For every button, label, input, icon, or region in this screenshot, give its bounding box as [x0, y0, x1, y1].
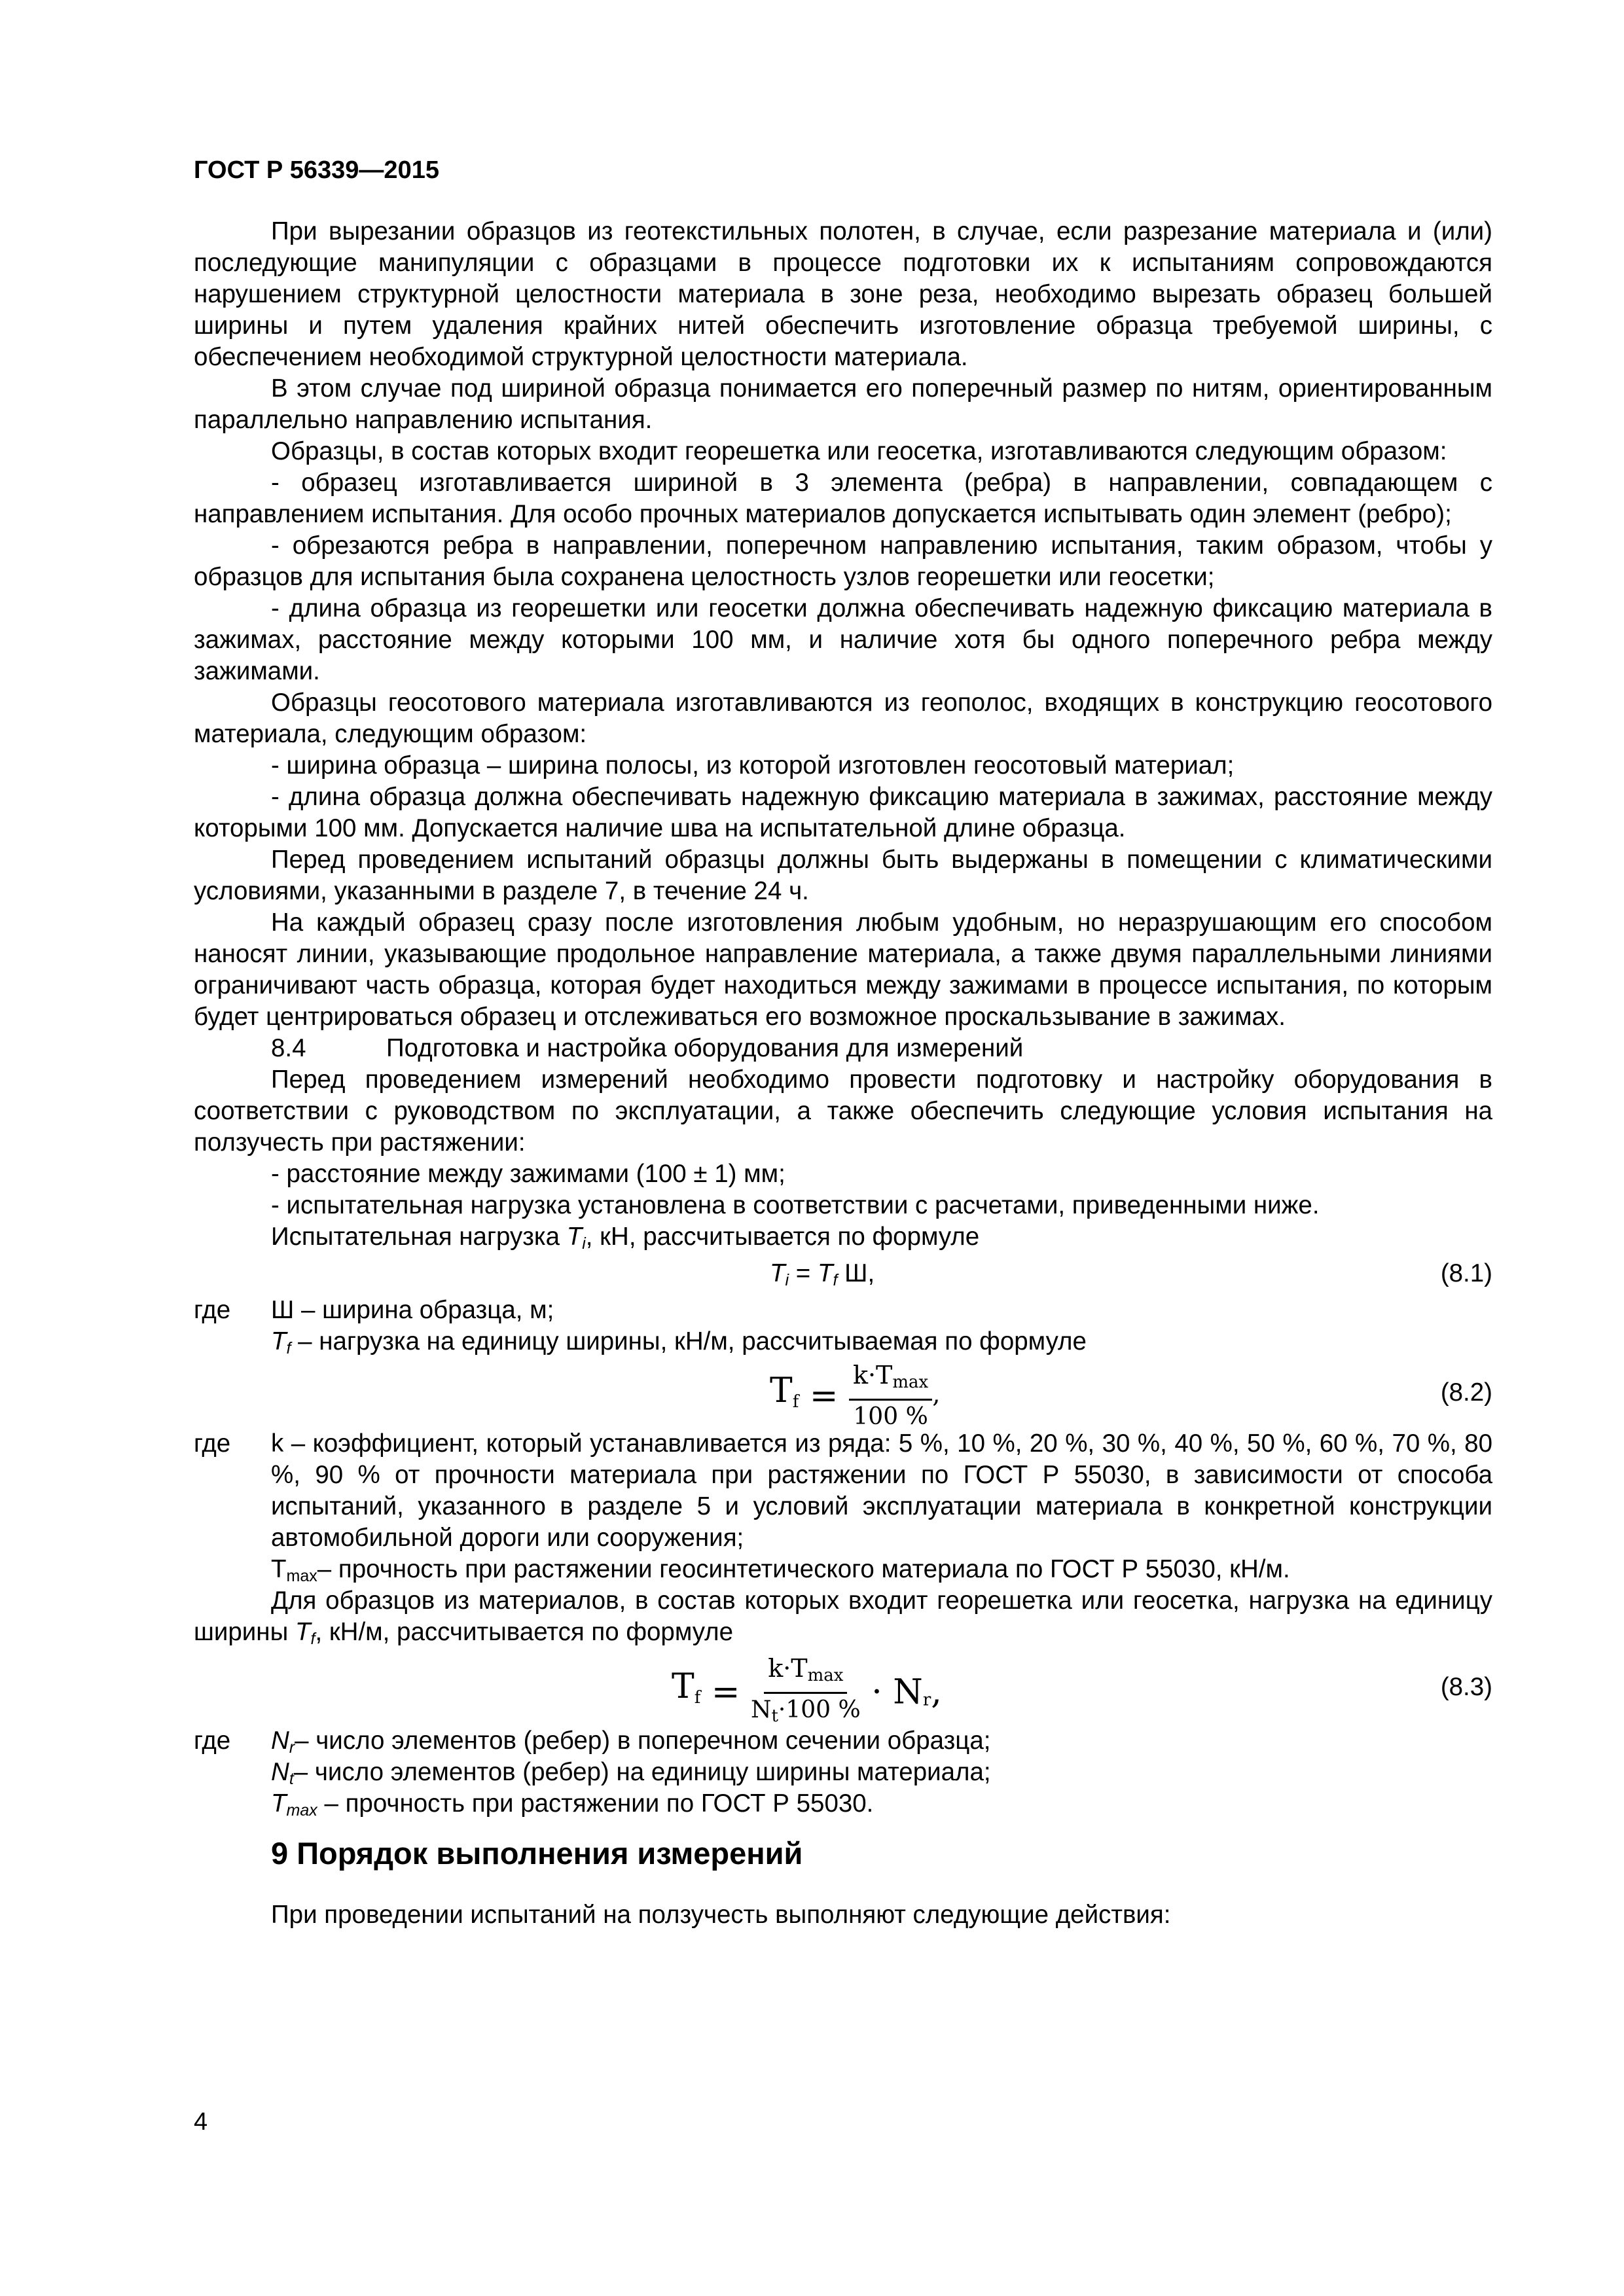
list-item: - длина образца из георешетки или геосетки должна обеспечивать надежную фиксацию материала в зажимах, расстояние между которыми 100 мм, и наличие хотя бы одного поперечного ребра между зажимами.: [194, 594, 1492, 685]
paragraph: Для образцов из материалов, в состав которых входит георешетка или геосетка, нагрузка на единицу ширины $T_f$, кН/м, рассчитывается по формуле: [194, 1587, 1492, 1648]
formula-expression: $T_i = T_f$ Ш,: [770, 1259, 875, 1289]
formula-fraction: $\frac{k\cdot Tmax}{Nt\cdot 100 \%}$: [750, 1654, 861, 1726]
paragraph: При вырезании образцов из геотекстильных полотен, в случае, если разрезание материала и (или) последующие манипуляции с образцами в процессе подготовки их к испытаниям сопровождаются нарушением структурной целостности материала в зоне реза, необходимо вырезать образец большей ширины и путем удаления крайних нитей обеспечить изготовление образца требуемой ширины, с обеспечением необходимой структурной целостности материала.: [194, 217, 1492, 371]
paragraph: Перед проведением измерений необходимо провести подготовку и настройку оборудования в соответствии с руководством по эксплуатации, а также обеспечить следующие условия испытания на ползучесть при растяжении:: [194, 1066, 1492, 1157]
subsection-number: 8.4: [271, 1034, 306, 1062]
page-number: 4: [194, 2108, 208, 2136]
formula-expression: Tf = $\frac{k\cdot Tmax}{100 \%}$ ,: [770, 1360, 940, 1432]
list-item: - обрезаются ребра в направлении, поперечном направлению испытания, таким образом, чтобы у образцов для испытания была сохранена целостность узлов георешетки или геосетки;: [194, 531, 1492, 591]
list-item: - ширина образца – ширина полосы, из которой изготовлен геосотовый материал;: [271, 751, 1235, 780]
formula-number: (8.2): [1440, 1378, 1492, 1407]
formula-expression: Tf = $\frac{k\cdot Tmax}{Nt\cdot 100 \%}$ · $N_r$,: [672, 1653, 942, 1731]
subsection-title: Подготовка и настройка оборудования для измерений: [386, 1034, 1024, 1062]
formula-explanation: где k – коэффициент, который устанавливается из ряда: 5 %, 10 %, 20 %, 30 %, 40 %, 50 %, 60 %, 70 %, 80 %, 90 % от прочности материала при растяжении по ГОСТ Р 55030, в зависимости от способа испытаний, указанного в разделе 5 и условий эксплуатации материала в конкретной конструкции автомобильной дороги или сооружения;: [194, 1429, 1492, 1552]
paragraph: При проведении испытаний на ползучесть выполняют следующие действия:: [271, 1901, 1171, 1929]
list-item: - длина образца должна обеспечивать надежную фиксацию материала в зажимах, расстояние между которыми 100 мм. Допускается наличие шва на испытательной длине образца.: [194, 783, 1492, 842]
list-item: - расстояние между зажимами (100 ± 1) мм;: [271, 1160, 785, 1188]
document-body: [194, 216, 1492, 1931]
list-item: - образец изготавливается шириной в 3 элемента (ребра) в направлении, совпадающем с направлением испытания. Для особо прочных материалов допускается испытывать один элемент (ребро);: [194, 469, 1492, 528]
subsection-heading-8-4: [194, 1033, 1492, 1064]
formula-fraction: $\frac{k\cdot Tmax}{100 \%}$: [849, 1360, 932, 1432]
paragraph: $T_{max}-$ прочность при растяжении геосинтетического материала по ГОСТ Р 55030, кН/м.: [271, 1555, 1290, 1585]
paragraph: Образцы геосотового материала изготавливаются из геополос, входящих в конструкцию геосотового материала, следующим образом:: [194, 689, 1492, 748]
formula-number: (8.3): [1440, 1673, 1492, 1701]
formula-8-1: [194, 1253, 1492, 1295]
formula-number: (8.1): [1440, 1259, 1492, 1287]
document-header-code: ГОСТ Р 56339—2015: [194, 156, 439, 184]
paragraph: На каждый образец сразу после изготовления любым удобным, но неразрушающим его способом наносят линии, указывающие продольное направление материала, а также двумя параллельными линиями ограничивают часть образца, которая будет находиться между зажимами в процессе испытания, по которым будет центрироваться образец и отслеживаться его возможное проскальзывание в зажимах.: [194, 908, 1492, 1031]
paragraph: Испытательная нагрузка $T_i$, кН, рассчитывается по формуле: [271, 1223, 980, 1253]
section-heading-9: 9 Порядок выполнения измерений: [271, 1836, 803, 1871]
formula-8-3: [194, 1648, 1492, 1725]
paragraph: В этом случае под шириной образца понимается его поперечный размер по нитям, ориентированным параллельно направлению испытания.: [194, 374, 1492, 434]
paragraph: Перед проведением испытаний образцы должны быть выдержаны в помещении с климатическими условиями, указанными в разделе 7, в течение 24 ч.: [194, 846, 1492, 905]
formula-explanation: где Ш – ширина образца, м; $T_f$ – нагрузка на единицу ширины, кН/м, рассчитываемая по формуле: [194, 1296, 1087, 1357]
formula-explanation: где $N_r-$ число элементов (ребер) в поперечном сечении образца; $N_t-$ число элементов (ребер) на единицу ширины материала; $T_{max}$ – прочность при растяжении по ГОСТ Р 55030.: [194, 1727, 991, 1820]
formula-8-2: [194, 1357, 1492, 1428]
list-item: - испытательная нагрузка установлена в соответствии с расчетами, приведенными ниже.: [271, 1191, 1320, 1219]
paragraph: Образцы, в состав которых входит георешетка или геосетка, изготавливаются следующим образом:: [271, 437, 1447, 465]
